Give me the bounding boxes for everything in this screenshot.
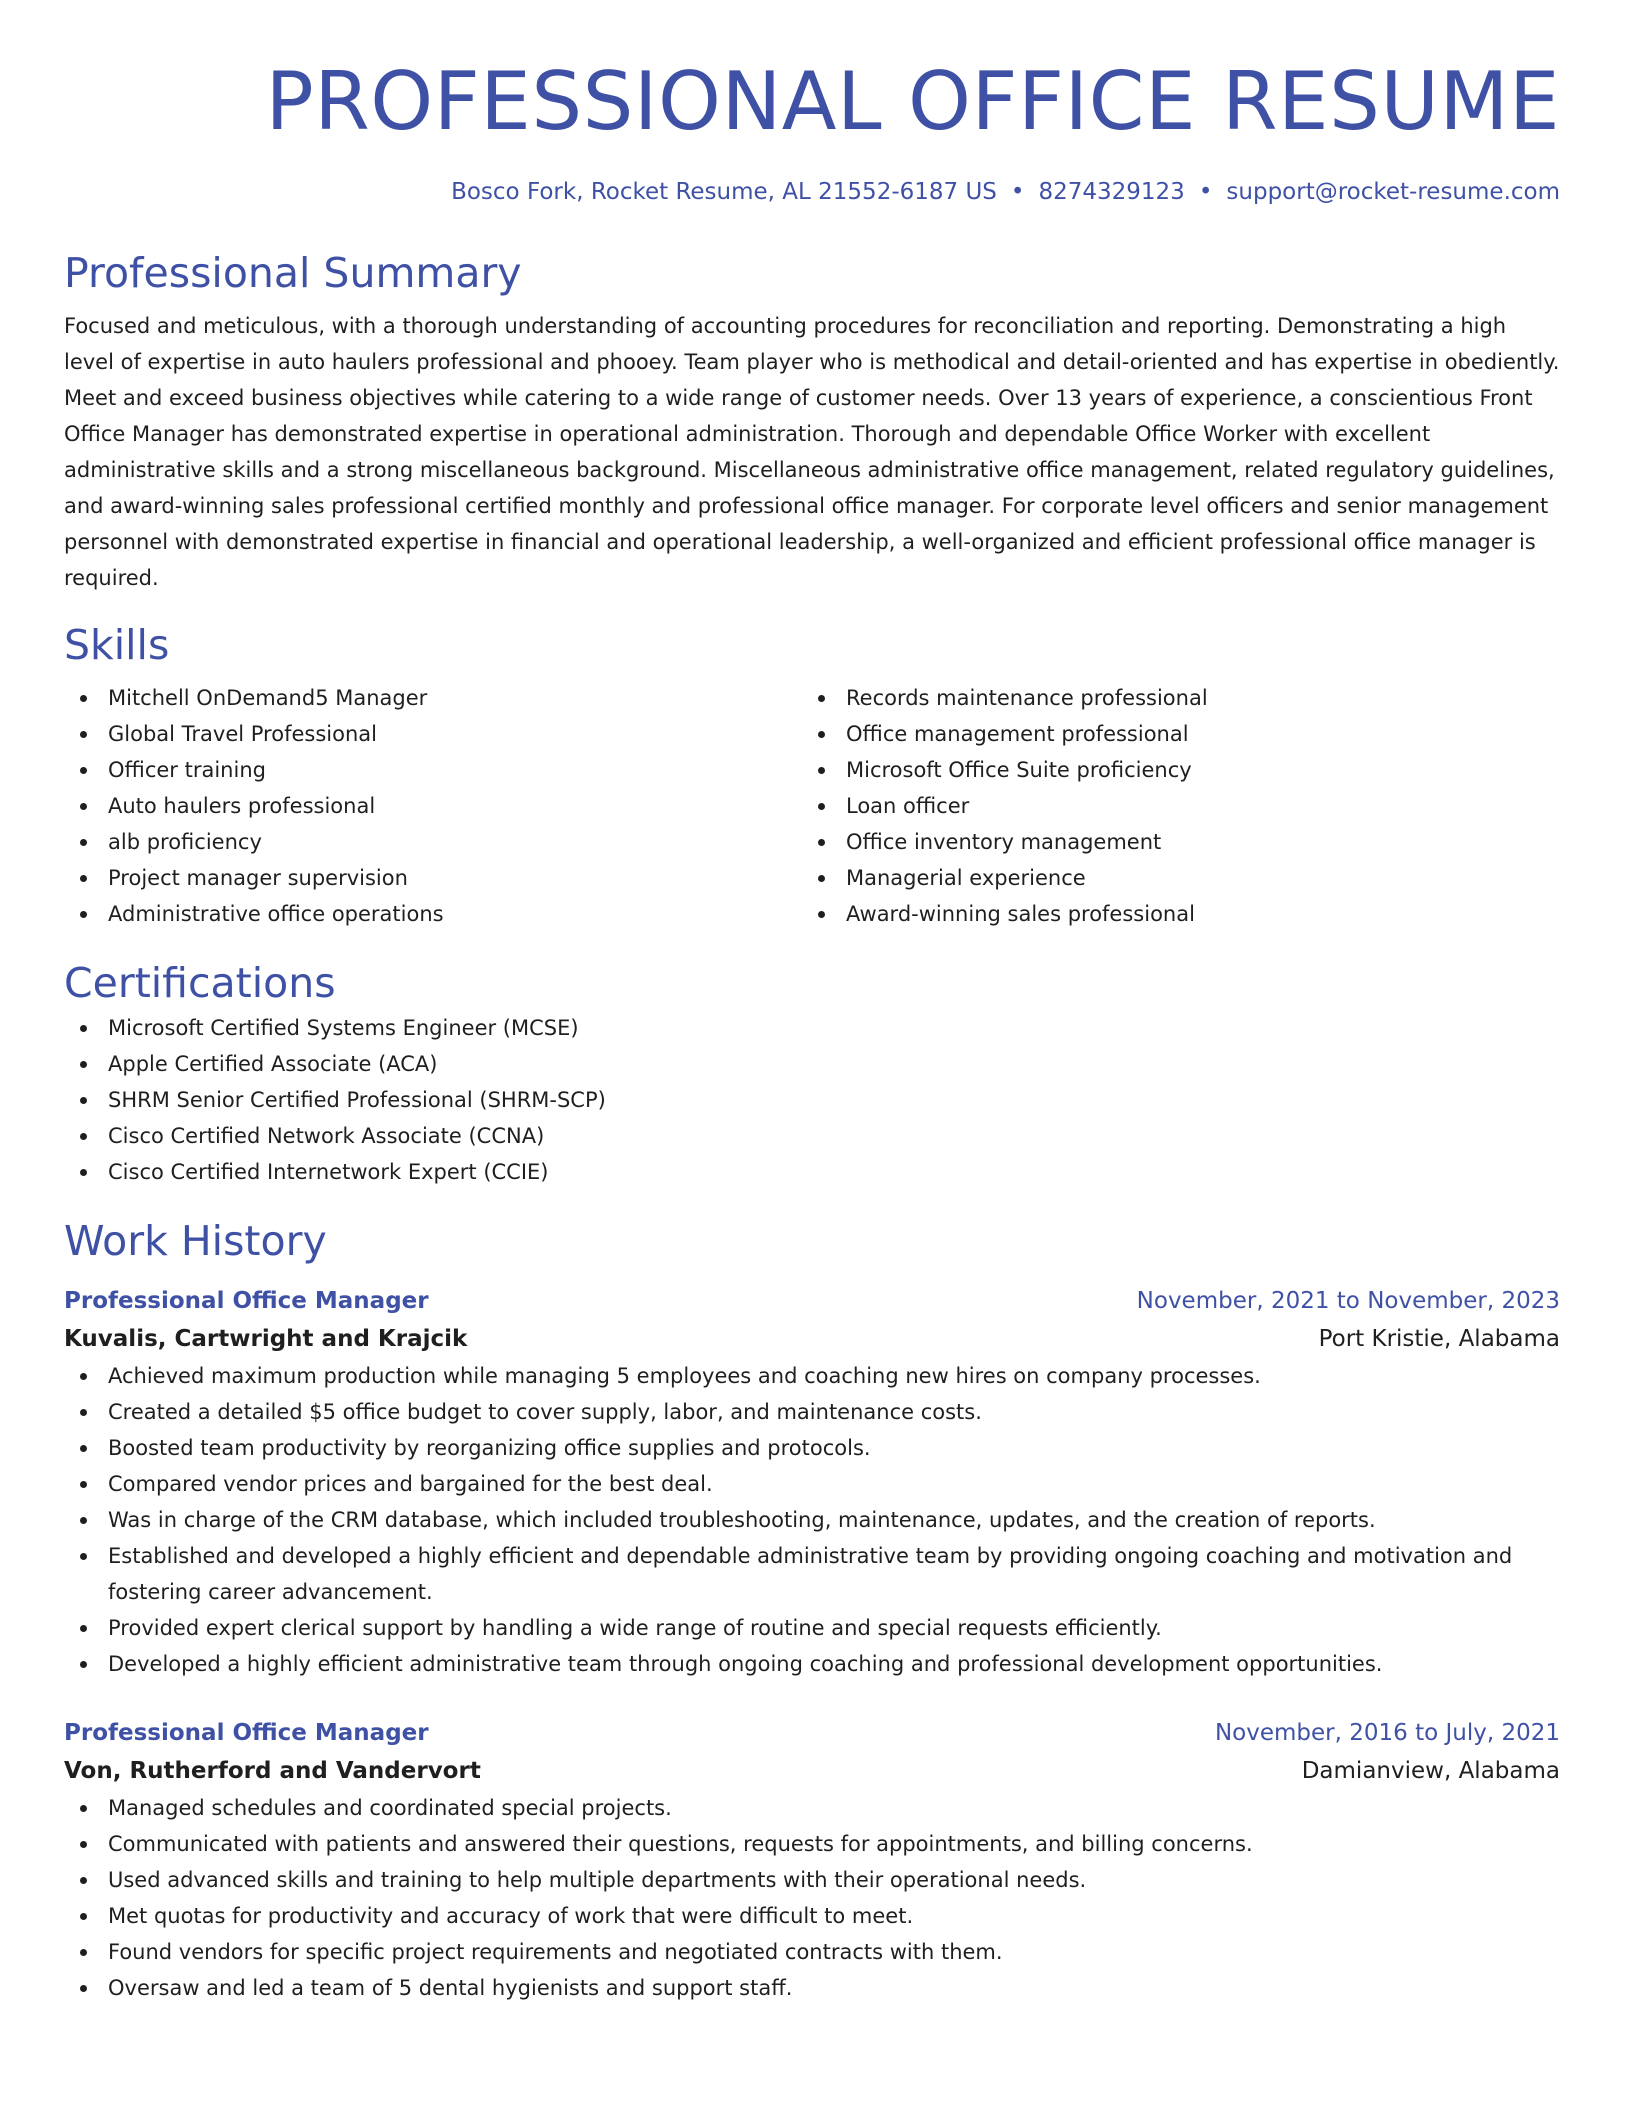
job-role: Professional Office Manager	[64, 1720, 429, 1746]
skill-item: Records maintenance professional	[802, 680, 1540, 716]
skill-item: Loan officer	[802, 788, 1540, 824]
skill-item: Award-winning sales professional	[802, 896, 1540, 932]
summary-heading: Professional Summary	[64, 249, 522, 297]
job-location: Damianview, Alabama	[1301, 1758, 1560, 1784]
job-entry	[64, 1714, 1560, 2006]
job-bullet: Was in charge of the CRM database, which included troubleshooting, maintenance, updates, and the creation of reports.	[64, 1502, 1560, 1538]
skill-item: alb proficiency	[64, 824, 802, 860]
job-dates: November, 2021 to November, 2023	[1136, 1288, 1560, 1314]
job-header-row	[64, 1714, 1560, 1752]
resume-page	[64, 0, 1560, 2006]
skill-item: Office inventory management	[802, 824, 1540, 860]
job-company: Kuvalis, Cartwright and Krajcik	[64, 1326, 468, 1352]
job-bullet: Established and developed a highly efficient and dependable administrative team by providing ongoing coaching and motivation and fostering career advancement.	[64, 1538, 1560, 1610]
job-bullet: Developed a highly efficient administrative team through ongoing coaching and professional development opportunities.	[64, 1646, 1560, 1682]
contact-line	[64, 176, 1560, 208]
job-bullet: Found vendors for specific project requirements and negotiated contracts with them.	[64, 1934, 1560, 1970]
job-bullet: Boosted team productivity by reorganizing office supplies and protocols.	[64, 1430, 1560, 1466]
certifications-list	[64, 1010, 1560, 1190]
skill-item: Officer training	[64, 752, 802, 788]
skill-item: Mitchell OnDemand5 Manager	[64, 680, 802, 716]
certification-item: Microsoft Certified Systems Engineer (MCSE)	[64, 1010, 1560, 1046]
contact-phone: 8274329123	[1038, 179, 1185, 205]
skill-item: Global Travel Professional	[64, 716, 802, 752]
job-dates: November, 2016 to July, 2021	[1214, 1720, 1560, 1746]
certifications-heading: Certifications	[64, 959, 336, 1007]
job-bullets	[64, 1790, 1560, 2006]
job-company: Von, Rutherford and Vandervort	[64, 1758, 481, 1784]
job-bullet: Managed schedules and coordinated special projects.	[64, 1790, 1560, 1826]
skill-item: Administrative office operations	[64, 896, 802, 932]
skill-item: Managerial experience	[802, 860, 1540, 896]
job-bullet: Achieved maximum production while managing 5 employees and coaching new hires on company processes.	[64, 1358, 1560, 1394]
skill-item: Project manager supervision	[64, 860, 802, 896]
contact-email: support@rocket-resume.com	[1226, 179, 1560, 205]
certification-item: Apple Certified Associate (ACA)	[64, 1046, 1560, 1082]
certification-item: SHRM Senior Certified Professional (SHRM-SCP)	[64, 1082, 1560, 1118]
skills-list-right	[802, 680, 1540, 932]
job-bullet: Used advanced skills and training to help multiple departments with their operational needs.	[64, 1862, 1560, 1898]
skill-item: Office management professional	[802, 716, 1540, 752]
job-location: Port Kristie, Alabama	[1318, 1326, 1560, 1352]
contact-address: Bosco Fork, Rocket Resume, AL 21552-6187 US	[451, 179, 997, 205]
job-role: Professional Office Manager	[64, 1288, 429, 1314]
certification-item: Cisco Certified Internetwork Expert (CCIE)	[64, 1154, 1560, 1190]
certification-item: Cisco Certified Network Associate (CCNA)	[64, 1118, 1560, 1154]
job-header-row	[64, 1282, 1560, 1320]
contact-separator: •	[1010, 179, 1025, 205]
job-company-row	[64, 1320, 1560, 1358]
job-bullet: Oversaw and led a team of 5 dental hygienists and support staff.	[64, 1970, 1560, 2006]
skill-item: Microsoft Office Suite proficiency	[802, 752, 1540, 788]
job-bullet: Created a detailed $5 office budget to cover supply, labor, and maintenance costs.	[64, 1394, 1560, 1430]
job-bullet: Met quotas for productivity and accuracy of work that were difficult to meet.	[64, 1898, 1560, 1934]
job-bullets	[64, 1358, 1560, 1682]
work-history-heading: Work History	[64, 1217, 327, 1265]
contact-separator: •	[1198, 179, 1213, 205]
resume-header	[64, 0, 1560, 208]
job-bullet: Communicated with patients and answered their questions, requests for appointments, and billing concerns.	[64, 1826, 1560, 1862]
skill-item: Auto haulers professional	[64, 788, 802, 824]
resume-title: PROFESSIONAL OFFICE RESUME	[265, 55, 1560, 148]
skills-heading: Skills	[64, 621, 170, 669]
job-bullet: Provided expert clerical support by handling a wide range of routine and special requests efficiently.	[64, 1610, 1560, 1646]
job-company-row	[64, 1752, 1560, 1790]
summary-text: Focused and meticulous, with a thorough understanding of accounting procedures for reconciliation and reporting. Demonstrating a high level of expertise in auto haulers professional and phooey. Team player who is methodical and detail-oriented and has expertise in obediently. Meet and exceed business objectives while catering to a wide range of customer needs. Over 13 years of experience, a conscientious Front Office Manager has demonstrated expertise in operational administration. Thorough and dependable Office Worker with excellent administrative skills and a strong miscellaneous background. Miscellaneous administrative office management, related regulatory guidelines, and award-winning sales professional certified monthly and professional office manager. For corporate level officers and senior management personnel with demonstrated expertise in financial and operational leadership, a well-organized and efficient professional office manager is required.	[64, 314, 1560, 590]
skills-list-left	[64, 680, 802, 932]
job-bullet: Compared vendor prices and bargained for the best deal.	[64, 1466, 1560, 1502]
skills-grid	[64, 680, 1560, 932]
job-entry	[64, 1282, 1560, 1682]
